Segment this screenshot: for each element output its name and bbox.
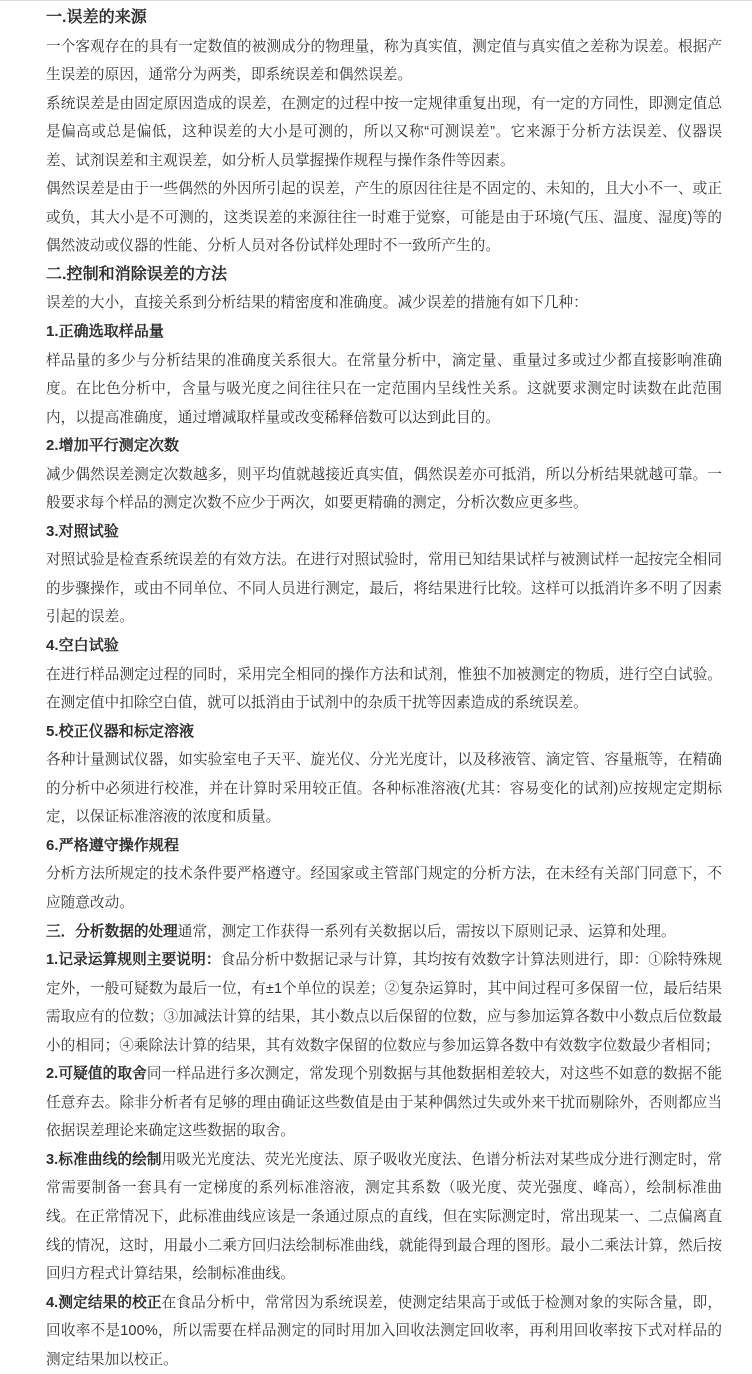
paragraph: 3.标准曲线的绘制用吸光光度法、荧光光度法、原子吸收光度法、色谱分析法对某些成分进行测定时，常常需要制备一套具有一定梯度的系列标准溶液，测定其系数（吸光度、荧光强度、峰高），绘制标准曲线。在正常情况下，此标准曲线应该是一条通过原点的直线，但在实际测定时，常出现某一、二点偏离直线的情况，这时，用最小二乘方回归法绘制标准曲线，就能得到最合理的图形。最小二乘法计算，然后按回归方程式计算结果，绘制标准曲线。 xyxy=(46,1151,722,1283)
paragraph-lead: 3.标准曲线的绘制 xyxy=(46,1151,162,1168)
document-body xyxy=(46,4,722,1374)
subsection-heading: 2.增加平行测定次数 xyxy=(46,437,180,455)
paragraph: 误差的大小，直接关系到分析结果的精密度和准确度。减少误差的措施有如下几种： xyxy=(46,295,588,312)
paragraph: 一个客观存在的具有一定数值的被测成分的物理量，称为真实值，测定值与真实值之差称为误差。根据产生误差的原因，通常分为两类，即系统误差和偶然误差。 xyxy=(46,38,722,84)
paragraph: 2.可疑值的取舍同一样品进行多次测定，常发现个别数据与其他数据相差较大，对这些不如意的数据不能任意弃去。除非分析者有足够的理由确证这些数值是由于某种偶然过失或外来干扰而剔除外，否则都应当依据误差理论来确定这些数据的取舍。 xyxy=(46,1066,722,1140)
paragraph: 1.记录运算规则主要说明：食品分析中数据记录与计算，其均按有效数字计算法则进行，即：①除特殊规定外，一般可疑数为最后一位，有±1个单位的误差；②复杂运算时，其中间过程可多保留一位，最后结果需取应有的位数；③加减法计算的结果，其小数点以后保留的位数，应与参加运算各数中小数点后位数最小的相同；④乘除法计算的结果，其有效数字保留的位数应与参加运算各数中有效数字位数最少者相同； xyxy=(46,952,722,1054)
subsection-heading: 3.对照试验 xyxy=(46,522,119,540)
paragraph: 4.测定结果的校正在食品分析中，常常因为系统误差，使测定结果高于或低于检测对象的实际含量，即，回收率不是100%，所以需要在样品测定的同时用加入回收法测定回收率，再利用回收率按下式对样品的测定结果加以校正。 xyxy=(46,1294,722,1368)
paragraph: 分析方法所规定的技术条件要严格遵守。经国家或主管部门规定的分析方法，在未经有关部门同意下，不应随意改动。 xyxy=(46,866,722,911)
paragraph: 对照试验是检查系统误差的有效方法。在进行对照试验时，常用已知结果试样与被测试样一起按完全相同的步骤操作，或由不同单位、不同人员进行测定，最后，将结果进行比较。这样可以抵消许多不明了因素引起的误差。 xyxy=(46,552,722,626)
section-heading: 二.控制和消除误差的方法 xyxy=(46,265,228,283)
paragraph: 系统误差是由固定原因造成的误差，在测定的过程中按一定规律重复出现，有一定的方同性，即测定值总是偏高或总是偏低，这种误差的大小是可测的，所以又称“可测误差”。它来源于分析方法误差、仪器误差、试剂误差和主观误差，如分析人员掌握操作规程与操作条件等因素。 xyxy=(46,95,722,169)
paragraph-lead: 2.可疑值的取舍 xyxy=(46,1066,147,1083)
subsection-heading: 5.校正仪器和标定溶液 xyxy=(46,722,195,740)
section-heading: 一.误差的来源 xyxy=(46,9,147,26)
paragraph-lead: 4.测定结果的校正 xyxy=(46,1294,162,1311)
paragraph: 三．分析数据的处理通常，测定工作获得一系列有关数据以后，需按以下原则记录、运算和处理。 xyxy=(46,923,676,940)
paragraph: 减少偶然误差测定次数越多，则平均值就越接近真实值，偶然误差亦可抵消，所以分析结果就越可靠。一般要求每个样品的测定次数不应少于两次，如要更精确的测定，分析次数应更多些。 xyxy=(46,466,722,512)
paragraph: 样品量的多少与分析结果的准确度关系很大。在常量分析中，滴定量、重量过多或过少都直接影响准确度。在比色分析中，含量与吸光度之间往往只在一定范围内呈线性关系。这就要求测定时读数在此范围内，以提高准确度，通过增减取样量或改变稀释倍数可以达到此目的。 xyxy=(46,352,722,426)
subsection-heading: 1.正确选取样品量 xyxy=(46,323,164,341)
paragraph: 各种计量测试仪器，如实验室电子天平、旋光仪、分光光度计，以及移液管、滴定管、容量瓶等，在精确的分析中必须进行校准，并在计算时采用较正值。各种标准溶液(尤其：容易变化的试剂)应按规定定期标定，以保证标准溶液的浓度和质量。 xyxy=(46,752,722,826)
subsection-heading: 4.空白试验 xyxy=(46,637,119,655)
paragraph-lead: 1.记录运算规则主要说明： xyxy=(46,952,221,969)
paragraph: 偶然误差是由于一些偶然的外因所引起的误差，产生的原因往往是不固定的、未知的，且大小不一、或正或负，其大小是不可测的，这类误差的来源往往一时难于觉察，可能是由于环境(气压、温度、湿度)等的偶然波动或仪器的性能、分析人员对各份试样处理时不一致所产生的。 xyxy=(46,181,722,255)
subsection-heading: 6.严格遵守操作规程 xyxy=(46,836,180,854)
paragraph-lead: 三．分析数据的处理 xyxy=(46,923,178,940)
paragraph: 在进行样品测定过程的同时，采用完全相同的操作方法和试剂，惟独不加被测定的物质，进行空白试验。在测定值中扣除空白值，就可以抵消由于试剂中的杂质干扰等因素造成的系统误差。 xyxy=(46,666,722,712)
